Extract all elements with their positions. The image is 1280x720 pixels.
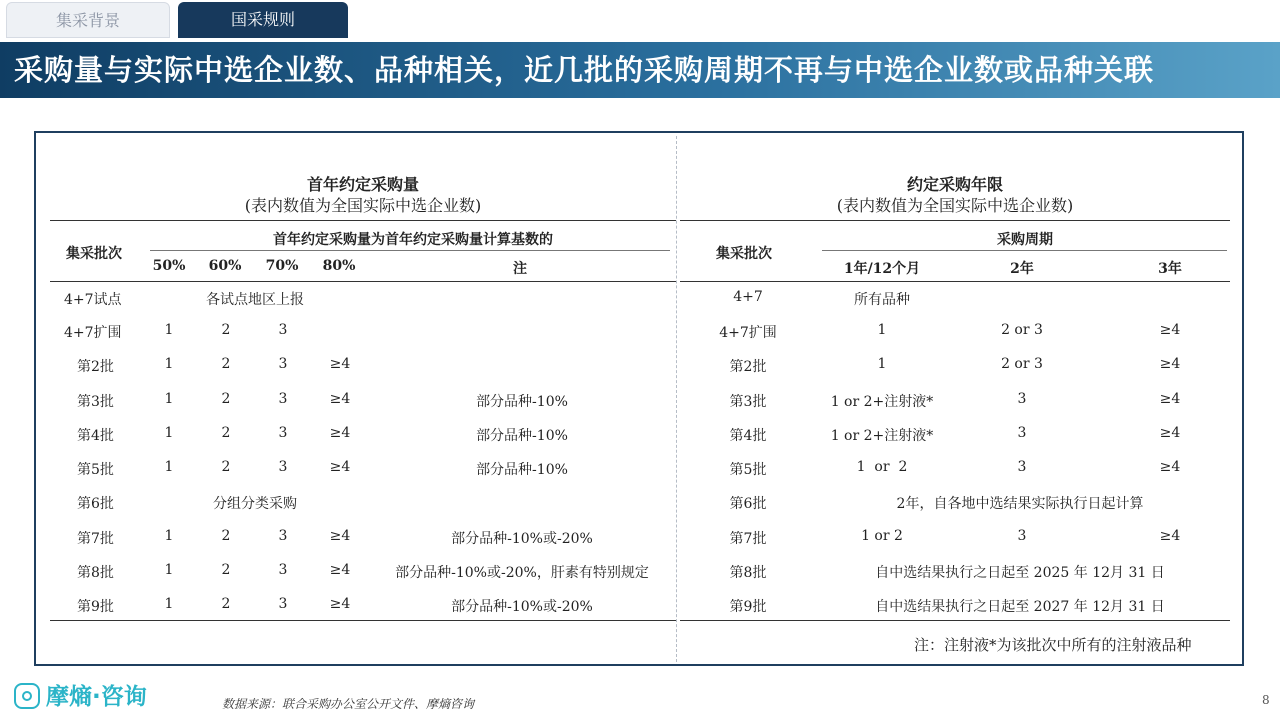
table-cell: 3 [278,528,288,544]
table-row-batch: 第2批 [729,359,767,375]
left-col-note: 注 [513,261,527,277]
table-divider [676,136,677,662]
left-bottom-rule [50,620,676,621]
table-cell: 3 [278,562,288,578]
tab-background[interactable]: 集采背景 [6,2,170,38]
table-row-batch: 第2批 [77,359,114,375]
right-col-3y: 3年 [1158,261,1182,277]
table-cell: 2 [221,425,231,441]
left-top-rule [50,220,676,221]
table-cell: 3 [1017,425,1027,441]
table-cell: ≥4 [329,562,351,578]
table-cell-note: 部分品种-10%或-20% [451,599,593,615]
table-cell: ≥4 [329,596,351,612]
table-cell: 2 [221,596,231,612]
table-cell: 2 [221,322,231,338]
table-cell-note: 部分品种-10% [476,462,568,478]
left-header-rule [50,281,676,282]
table-cell: ≥4 [329,391,351,407]
table-cell: 1 [164,425,174,441]
table-cell: 3 [1017,459,1027,475]
right-group-rule [822,250,1227,251]
table-row-batch: 第3批 [729,394,767,410]
table-row-span: 各试点地区上报 [206,292,304,308]
table-row-batch: 第9批 [77,599,114,615]
left-table-subtitle: (表内数值为全国实际中选企业数) [244,196,482,215]
left-col-batch-header: 集采批次 [66,246,122,262]
table-cell: ≥4 [1159,425,1181,441]
table-cell: ≥4 [1159,391,1181,407]
data-source: 数据来源：联合采购办公室公开文件、摩熵咨询 [222,697,475,711]
left-table-title: 首年约定采购量 [306,175,419,194]
left-col-50: 50% [152,258,186,274]
table-cell: 2 or 3 [1001,356,1043,372]
right-table-footnote: 注：注射液*为该批次中所有的注射液品种 [914,636,1192,654]
left-col-80: 80% [322,258,356,274]
table-row-batch: 第7批 [77,531,114,547]
page-title: 采购量与实际中选企业数、品种相关，近几批的采购周期不再与中选企业数或品种关联 [14,53,1155,87]
left-col-60: 60% [208,258,242,274]
table-cell: ≥4 [1159,459,1181,475]
table-cell: 1 or 2+注射液* [830,428,934,444]
table-cell: 2 [221,562,231,578]
table-cell: 3 [278,322,288,338]
table-cell: 1 [164,322,174,338]
table-cell: 3 [278,356,288,372]
right-top-rule [680,220,1230,221]
table-cell: 1 [877,356,887,372]
right-col-2y: 2年 [1010,261,1034,277]
left-group-header: 首年约定采购量为首年约定采购量计算基数的 [273,232,553,248]
table-row-span: 分组分类采购 [213,496,297,512]
right-header-rule [680,281,1230,282]
table-cell: 3 [1017,391,1027,407]
logo-icon [14,683,40,709]
right-bottom-rule [680,620,1230,621]
table-cell-note: 部分品种-10%或-20%，肝素有特别规定 [395,565,649,581]
right-group-header: 采购周期 [997,232,1053,248]
table-cell: 1 [877,322,887,338]
right-table-subtitle: (表内数值为全国实际中选企业数) [836,196,1074,215]
table-cell: 3 [278,596,288,612]
table-row-batch: 4+7试点 [64,292,122,308]
table-row-batch: 第8批 [77,565,114,581]
left-col-70: 70% [265,258,299,274]
table-cell: 1 [164,562,174,578]
right-table-title: 约定采购年限 [906,175,1003,194]
table-cell: ≥4 [329,459,351,475]
table-cell: 1 [164,528,174,544]
tab-bar [0,0,1280,40]
table-cell: 3 [278,391,288,407]
table-cell: ≥4 [1159,322,1181,338]
table-cell: 1 [164,391,174,407]
table-row-span: 自中选结果执行之日起至 2025 年 12月 31 日 [875,565,1165,581]
table-row-batch: 第9批 [729,599,767,615]
table-cell: 2 [221,528,231,544]
table-cell: 1 [164,356,174,372]
table-cell: ≥4 [1159,528,1181,544]
table-cell: 1 or 2+注射液* [830,394,934,410]
table-row-span: 所有品种 [854,292,910,308]
table-row-batch: 第3批 [77,394,114,410]
title-banner [0,42,1280,98]
table-row-batch: 第5批 [77,462,114,478]
table-cell: 1 [164,459,174,475]
table-cell: 1 [164,596,174,612]
table-row-batch: 第5批 [729,462,767,478]
table-row-batch: 第6批 [77,496,114,512]
table-cell-note: 部分品种-10% [476,394,568,410]
table-row-batch: 4+7 [733,289,763,305]
right-col-1y: 1年/12个月 [843,261,921,277]
table-cell: 1 or 2 [856,459,908,475]
table-cell: ≥4 [329,356,351,372]
table-row-span: 自中选结果执行之日起至 2027 年 12月 31 日 [875,599,1165,615]
tab-national-rules[interactable]: 国采规则 [178,2,348,38]
table-row-batch: 4+7扩围 [719,325,777,341]
table-cell: 3 [1017,528,1027,544]
table-cell: 2 or 3 [1001,322,1043,338]
table-row-span: 2年，自各地中选结果实际执行日起计算 [896,496,1144,512]
table-cell: 3 [278,425,288,441]
right-col-batch-header: 集采批次 [716,246,772,262]
table-row-batch: 第8批 [729,565,767,581]
table-cell: 2 [221,391,231,407]
table-row-batch: 第4批 [729,428,767,444]
page-number: 8 [1262,693,1270,707]
table-cell: ≥4 [329,425,351,441]
table-row-batch: 第6批 [729,496,767,512]
table-cell: 2 [221,459,231,475]
table-cell: 3 [278,459,288,475]
table-cell: 2 [221,356,231,372]
table-row-batch: 第4批 [77,428,114,444]
table-cell: ≥4 [329,528,351,544]
table-cell-note: 部分品种-10%或-20% [451,531,593,547]
table-row-batch: 4+7扩围 [64,325,122,341]
table-row-batch: 第7批 [729,531,767,547]
table-cell: ≥4 [1159,356,1181,372]
left-group-rule [150,250,670,251]
table-cell-note: 部分品种-10% [476,428,568,444]
logo-text: 摩熵·咨询 [46,684,147,710]
table-cell: 1 or 2 [861,528,903,544]
